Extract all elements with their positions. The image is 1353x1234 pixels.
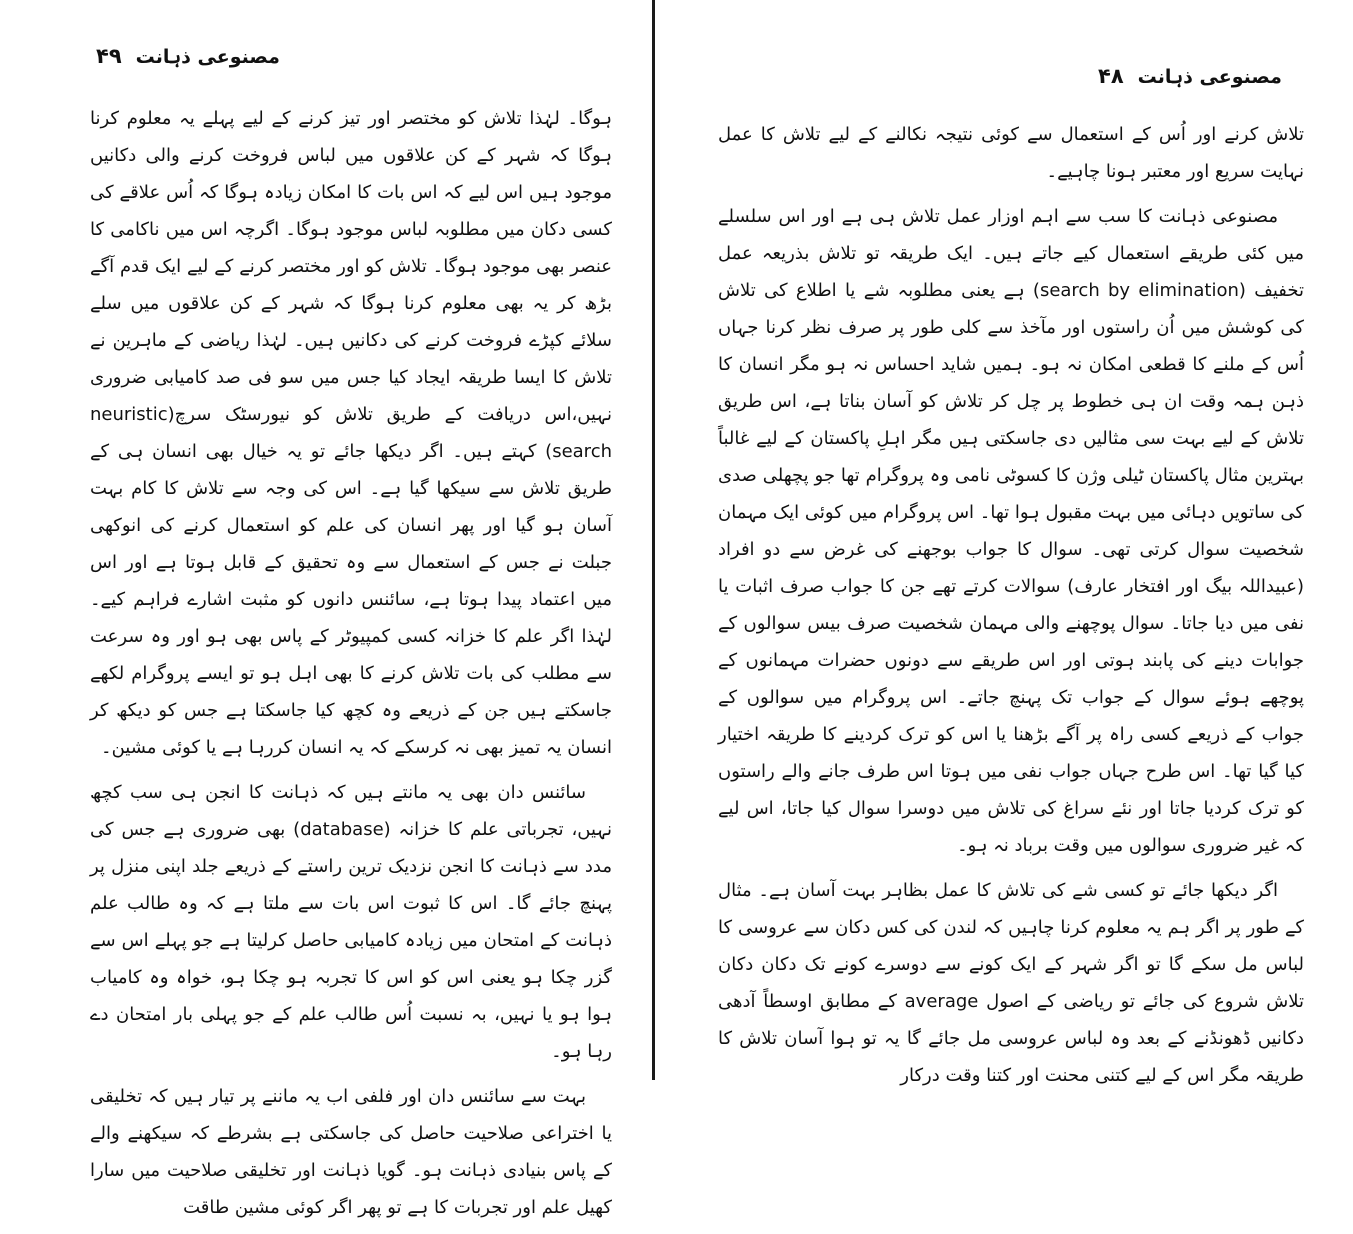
left-page-header [96,44,280,68]
right-paragraph-2: مصنوعی ذہانت کا سب سے اہم اوزار عمل تلاش ہی ہے اور اس سلسلے میں کئی طریقے استعمال کیے جاتے ہیں۔ ایک طریقہ تو تلاش بذریعہ عمل تخفیف (search by elimination) ہے یعنی مطلوبہ شے یا اطلاع کی تلاش کی کوشش میں اُن راستوں اور مآخذ سے کلی طور پر صرف نظر کرنا جہاں اُس کے ملنے کا قطعی امکان نہ ہو۔ ہمیں شاید احساس نہ ہو مگر انسان کا ذہن ہمہ وقت ان ہی خطوط پر چل کر تلاش کو آسان بناتا ہے، اس طریق تلاش کے لیے بہت سی مثالیں دی جاسکتی ہیں مگر اہلِ پاکستان کے لیے غالباً بہترین مثال پاکستان ٹیلی وژن کا کسوٹی نامی وہ پروگرام تھا جو پچھلی صدی کی ساتویں دہائی میں بہت مقبول ہوا تھا۔ اس پروگرام میں کوئی ایک مہمان شخصیت سوال کرتی تھی۔ سوال کا جواب بوجھنے کی غرض سے دو افراد (عبیداللہ بیگ اور افتخار عارف) سوالات کرتے تھے جن کا جواب صرف اثبات یا نفی میں دیا جاتا۔ سوال پوچھنے والی مہمان شخصیت صرف بیس سوالوں کے جوابات دینے کی پابند ہوتی اور اس طریقے سے دونوں حضرات مہمانوں کے پوچھے ہوئے سوال کے جواب تک پہنچ جاتے۔ اس پروگرام میں سوالوں کے جواب کے ذریعے کسی راہ پر آگے بڑھنا یا اس کو ترک کردینے کا طریقہ اختیار کیا گیا تھا۔ اس طرح جہاں جواب نفی میں ہوتا اس طرف جانے والے راستوں کو ترک کردیا جاتا اور نئے سراغ کی تلاش میں دوسرا سوال کیا جاتا، اس لیے کہ غیر ضروری سوالوں میں وقت برباد نہ ہو۔ [718,206,1305,856]
right-running-title: مصنوعی ذہانت [1137,66,1282,88]
left-paragraph-1: ہوگا۔ لہٰذا تلاش کو مختصر اور تیز کرنے کے لیے پہلے یہ معلوم کرنا ہوگا کہ شہر کے کن علاقوں میں لباس فروخت کرنے والی دکانیں موجود ہیں اس لیے کہ اس بات کا امکان زیادہ ہوگا کہ اُس علاقے کی کسی دکان میں مطلوبہ لباس موجود ہوگا۔ اگرچہ اس میں ناکامی کا عنصر بھی موجود ہوگا۔ تلاش کو اور مختصر کرنے کے لیے ایک قدم آگے بڑھ کر یہ بھی معلوم کرنا ہوگا کہ شہر کے کن علاقوں میں سلے سلائے کپڑے فروخت کرنے کی دکانیں ہیں۔ لہٰذا ریاضی کے ماہرین نے تلاش کا ایسا طریقہ ایجاد کیا جس میں سو فی صد کامیابی ضروری نہیں،اس دریافت کے طریق تلاش کو نیورسٹک سرچ(neuristic search) کہتے ہیں۔ اگر دیکھا جائے تو یہ خیال بھی انسان ہی کے طریق تلاش سے سیکھا گیا ہے۔ اس کی وجہ سے تلاش کا کام بہت آسان ہو گیا اور پھر انسان کی علم کو استعمال کرنے کی انوکھی جبلت نے جس کے استعمال سے وہ تحقیق کے قابل ہوتا ہے اور اس میں اعتماد پیدا ہوتا ہے، سائنس دانوں کو مثبت اشارے فراہم کیے۔ لہٰذا اگر علم کا خزانہ کسی کمپیوٹر کے پاس بھی ہو اور وہ سرعت سے مطلب کی بات تلاش کرنے کا بھی اہل ہو تو ایسے پروگرام لکھے جاسکتے ہیں جن کے ذریعے وہ کچھ کیا جاسکتا ہے جس کو دیکھ کر انسان یہ تمیز بھی نہ کرسکے کہ یہ انسان کررہا ہے یا کوئی مشین۔ [90,108,612,758]
left-paragraph-3: بہت سے سائنس دان اور فلفی اب یہ ماننے پر تیار ہیں کہ تخلیقی یا اختراعی صلاحیت حاصل کی جاسکتی ہے بشرطے کہ سیکھنے والے کے پاس بنیادی ذہانت ہو۔ گویا ذہانت اور تخلیقی صلاحیت میں سارا کھیل علم اور تجربات کا ہے تو پھر اگر کوئی مشین طاقت [90,1086,612,1218]
left-page-body [90,100,612,1234]
right-page-body [718,116,1304,1102]
right-page-number: ۴۸ [1098,64,1124,88]
left-running-title: مصنوعی ذہانت [135,46,280,68]
left-page [0,0,652,1218]
right-paragraph-3: اگر دیکھا جائے تو کسی شے کی تلاش کا عمل بظاہر بہت آسان ہے۔ مثال کے طور پر اگر ہم یہ معلوم کرنا چاہیں کہ لندن کی کس دکان سے عروسی کا لباس مل سکے گا تو اگر شہر کے ایک کونے سے دوسرے کونے تک دکان دکان تلاش شروع کی جائے تو ریاضی کے اصول average کے مطابق اوسطاً آدھی دکانیں ڈھونڈنے کے بعد وہ لباس عروسی مل جائے گا یہ تو ہوا آسان تلاش کا طریقہ مگر اس کے لیے کتنی محنت اور کتنا وقت درکار [718,880,1304,1086]
right-page-header [1098,64,1282,88]
right-page [656,0,1353,1086]
book-gutter [652,0,655,1080]
left-page-number: ۴۹ [96,44,122,68]
left-paragraph-2: سائنس دان بھی یہ مانتے ہیں کہ ذہانت کا انجن ہی سب کچھ نہیں، تجرباتی علم کا خزانہ (database) بھی ضروری ہے جس کی مدد سے ذہانت کا انجن نزدیک ترین راستے کے ذریعے جلد اپنی منزل پر پہنچ جائے گا۔ اس کا ثبوت اس بات سے ملتا ہے کہ وہ طالب علم ذہانت کے امتحان میں زیادہ کامیابی حاصل کرلیتا ہے جو پہلے اس سے گزر چکا ہو یعنی اس کو اس کا تجربہ ہو چکا ہو، خواہ وہ کامیاب ہوا ہو یا نہیں، بہ نسبت اُس طالب علم کے جو پہلی بار امتحان دے رہا ہو۔ [90,782,612,1062]
right-paragraph-1: تلاش کرنے اور اُس کے استعمال سے کوئی نتیجہ نکالنے کے لیے تلاش کا عمل نہایت سریع اور معتبر ہونا چاہیے۔ [718,124,1304,182]
